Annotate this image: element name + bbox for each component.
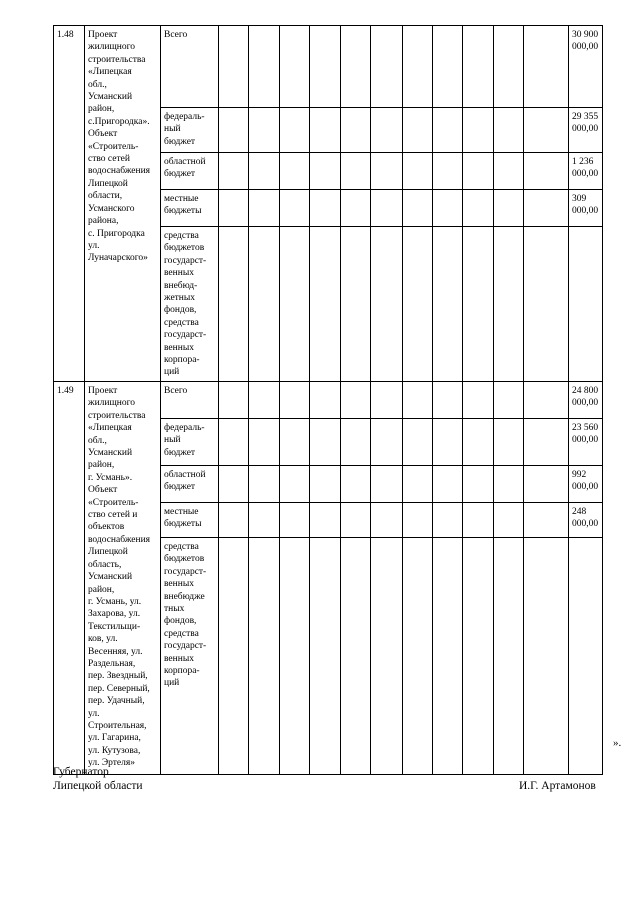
empty-cell [403, 419, 433, 466]
total-amount: 24 800 000,00 [569, 382, 603, 419]
empty-cell [524, 419, 569, 466]
empty-cell [403, 503, 433, 538]
empty-cell [219, 26, 249, 108]
empty-cell [310, 227, 341, 382]
empty-cell [463, 503, 494, 538]
empty-cell [494, 26, 524, 108]
row-number: 1.49 [54, 382, 85, 775]
total-amount: 30 900 000,00 [569, 26, 603, 108]
empty-cell [310, 190, 341, 227]
empty-cell [249, 503, 280, 538]
empty-cell [524, 466, 569, 503]
row-number: 1.48 [54, 26, 85, 382]
empty-cell [463, 108, 494, 153]
project-description: Проект жилищного строительства «Липецкая обл., Усманский район, с.Пригородка». Объект «Строитель- ство сетей водоснабжения Липецкой области, Усманского района, с. Пригородка ул. Луначарского» [85, 26, 161, 382]
empty-cell [219, 190, 249, 227]
empty-cell [249, 26, 280, 108]
empty-cell [249, 419, 280, 466]
empty-cell [280, 419, 310, 466]
empty-cell [463, 419, 494, 466]
empty-cell [524, 108, 569, 153]
total-amount: 248 000,00 [569, 503, 603, 538]
empty-cell [463, 26, 494, 108]
empty-cell [403, 466, 433, 503]
total-amount [569, 227, 603, 382]
empty-cell [310, 108, 341, 153]
empty-cell [494, 227, 524, 382]
empty-cell [341, 26, 371, 108]
empty-cell [463, 466, 494, 503]
empty-cell [524, 382, 569, 419]
empty-cell [433, 382, 463, 419]
empty-cell [249, 538, 280, 775]
empty-cell [341, 419, 371, 466]
empty-cell [310, 153, 341, 190]
empty-cell [524, 503, 569, 538]
empty-cell [371, 190, 403, 227]
total-amount: 1 236 000,00 [569, 153, 603, 190]
empty-cell [280, 503, 310, 538]
empty-cell [219, 419, 249, 466]
funding-source: областной бюджет [161, 153, 219, 190]
funding-source: федераль- ный бюджет [161, 419, 219, 466]
project-description: Проект жилищного строительства «Липецкая обл., Усманский район, г. Усмань». Объект «Строитель- ство сетей и объектов водоснабжения Липецкой область, Усманский район, г. Усмань, ул. Захарова, ул. Текстильщи- ков, ул. Весенняя, ул. Раздельная, пер. Звездный, пер. Северный, пер. Удачный, ул. Строительная, ул. Гагарина, ул. Кутузова, ул. Эртеля» [85, 382, 161, 775]
empty-cell [433, 190, 463, 227]
empty-cell [219, 108, 249, 153]
empty-cell [280, 466, 310, 503]
empty-cell [310, 26, 341, 108]
empty-cell [433, 153, 463, 190]
empty-cell [371, 419, 403, 466]
empty-cell [341, 190, 371, 227]
empty-cell [371, 538, 403, 775]
empty-cell [280, 382, 310, 419]
empty-cell [403, 153, 433, 190]
empty-cell [433, 466, 463, 503]
total-amount [569, 538, 603, 775]
empty-cell [249, 466, 280, 503]
empty-cell [463, 153, 494, 190]
empty-cell [341, 227, 371, 382]
total-amount: 29 355 000,00 [569, 108, 603, 153]
empty-cell [403, 26, 433, 108]
empty-cell [494, 538, 524, 775]
empty-cell [494, 503, 524, 538]
empty-cell [280, 108, 310, 153]
empty-cell [310, 538, 341, 775]
empty-cell [341, 382, 371, 419]
empty-cell [524, 26, 569, 108]
empty-cell [280, 153, 310, 190]
empty-cell [463, 538, 494, 775]
empty-cell [371, 466, 403, 503]
empty-cell [494, 153, 524, 190]
funding-source: средства бюджетов государст- венных внебюд- жетных фондов, средства государст- венных корпора- ций [161, 227, 219, 382]
empty-cell [524, 153, 569, 190]
empty-cell [280, 538, 310, 775]
empty-cell [403, 538, 433, 775]
signature-title: Губернатор Липецкой области [53, 766, 143, 792]
funding-source: средства бюджетов государст- венных внебюдже тных фондов, средства государст- венных корпора- ций [161, 538, 219, 775]
empty-cell [341, 538, 371, 775]
empty-cell [494, 382, 524, 419]
empty-cell [524, 538, 569, 775]
empty-cell [371, 227, 403, 382]
empty-cell [433, 419, 463, 466]
signature-name: И.Г. Артамонов [519, 780, 596, 792]
empty-cell [494, 190, 524, 227]
empty-cell [494, 466, 524, 503]
empty-cell [403, 382, 433, 419]
table-row [54, 26, 603, 108]
empty-cell [249, 108, 280, 153]
empty-cell [219, 538, 249, 775]
empty-cell [280, 190, 310, 227]
funding-source: местные бюджеты [161, 503, 219, 538]
empty-cell [403, 190, 433, 227]
empty-cell [463, 190, 494, 227]
empty-cell [341, 153, 371, 190]
empty-cell [463, 382, 494, 419]
empty-cell [433, 108, 463, 153]
budget-table [53, 25, 603, 775]
total-amount: 992 000,00 [569, 466, 603, 503]
empty-cell [371, 108, 403, 153]
empty-cell [249, 227, 280, 382]
empty-cell [371, 153, 403, 190]
empty-cell [433, 538, 463, 775]
table-row [54, 382, 603, 419]
empty-cell [219, 153, 249, 190]
closing-mark: ». [613, 737, 622, 749]
empty-cell [494, 108, 524, 153]
empty-cell [310, 503, 341, 538]
empty-cell [371, 382, 403, 419]
funding-source: Всего [161, 382, 219, 419]
empty-cell [403, 108, 433, 153]
empty-cell [433, 227, 463, 382]
empty-cell [433, 503, 463, 538]
empty-cell [494, 419, 524, 466]
empty-cell [219, 382, 249, 419]
funding-source: Всего [161, 26, 219, 108]
empty-cell [249, 190, 280, 227]
empty-cell [219, 503, 249, 538]
empty-cell [371, 503, 403, 538]
empty-cell [219, 466, 249, 503]
empty-cell [310, 419, 341, 466]
empty-cell [341, 108, 371, 153]
empty-cell [463, 227, 494, 382]
empty-cell [371, 26, 403, 108]
empty-cell [341, 503, 371, 538]
empty-cell [524, 190, 569, 227]
empty-cell [310, 466, 341, 503]
funding-source: федераль- ный бюджет [161, 108, 219, 153]
empty-cell [310, 382, 341, 419]
empty-cell [249, 153, 280, 190]
empty-cell [433, 26, 463, 108]
funding-source: областной бюджет [161, 466, 219, 503]
empty-cell [403, 227, 433, 382]
empty-cell [280, 26, 310, 108]
empty-cell [219, 227, 249, 382]
empty-cell [341, 466, 371, 503]
total-amount: 23 560 000,00 [569, 419, 603, 466]
funding-source: местные бюджеты [161, 190, 219, 227]
empty-cell [280, 227, 310, 382]
empty-cell [249, 382, 280, 419]
empty-cell [524, 227, 569, 382]
total-amount: 309 000,00 [569, 190, 603, 227]
